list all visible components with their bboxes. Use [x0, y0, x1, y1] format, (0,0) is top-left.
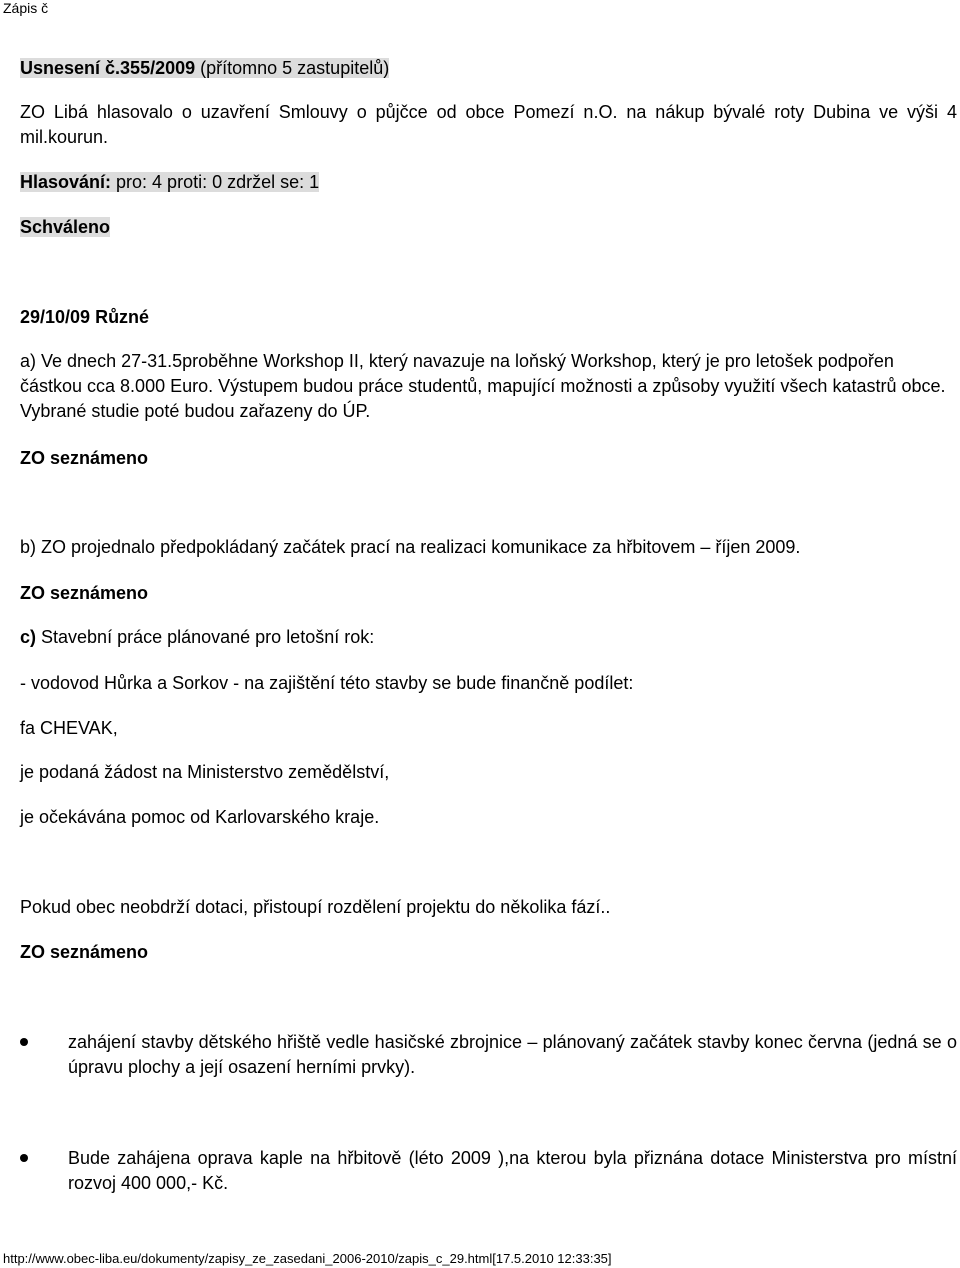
- section-heading: 29/10/09 Různé: [20, 307, 150, 327]
- item-c-line-5: Pokud obec neobdrží dotaci, přistoupí rozdělení projektu do několika fází..: [20, 897, 611, 917]
- item-b-result: ZO seznámeno: [20, 583, 149, 603]
- item-c-line-4: je očekávána pomoc od Karlovarského kraje.: [20, 807, 380, 827]
- item-a-line-3: Vybrané studie poté budou zařazeny do ÚP.: [20, 401, 371, 421]
- resolution-result-text: Schváleno: [20, 217, 111, 237]
- item-a-line-2: [20, 374, 946, 398]
- resolution-vote: [20, 170, 319, 194]
- item-a-line-2-part-1: částkou cca 8.000 Euro.: [20, 376, 214, 396]
- resolution-attendance: (přítomno 5 zastupitelů): [195, 58, 390, 78]
- resolution-text-line-2: mil.kourun.: [20, 127, 109, 147]
- page-footer-url: http://www.obec-liba.eu/dokumenty/zapisy_ze_zasedani_2006-2010/zapis_c_29.html[17.5.2010 12:33:35]: [3, 1251, 612, 1266]
- item-a-line-1-part-2: proběhne Workshop II, který navazuje na loňský Workshop, který je pro letošek podpořen: [182, 351, 894, 371]
- item-c-line-1: - vodovod Hůrka a Sorkov - na zajištění této stavby se bude finančně podílet:: [20, 673, 634, 693]
- item-a-line-2-part-2: Výstupem budou práce studentů, mapující možnosti a způsoby využití všech katastrů obce.: [213, 376, 946, 396]
- vote-label: Hlasování:: [20, 172, 112, 192]
- item-a-line-1-part-1: a) Ve dnech 27-31.5: [20, 351, 183, 371]
- bullet-icon: [20, 1038, 28, 1046]
- item-c-line-3: je podaná žádost na Ministerstvo zemědělství,: [20, 762, 390, 782]
- resolution-number: Usnesení č.355/2009: [20, 58, 196, 78]
- item-c-heading: [20, 625, 374, 649]
- vote-text: pro: 4 proti: 0 zdržel se: 1: [111, 172, 320, 192]
- list-item-text: zahájení stavby dětského hřiště vedle hasičské zbrojnice – plánovaný začátek stavby konec června (jedná se o úpravu plochy a její osazení herními prvky).: [68, 1032, 957, 1077]
- item-a-result: ZO seznámeno: [20, 448, 149, 468]
- resolution-text-line-1: ZO Libá hlasovalo o uzavření Smlouvy o půjčce od obce Pomezí n.O. na nákup bývalé roty Dubina ve výši 4: [20, 102, 957, 122]
- item-c-line-2: fa CHEVAK,: [20, 718, 118, 738]
- item-a-line-1: [20, 349, 894, 373]
- item-c-result: ZO seznámeno: [20, 942, 149, 962]
- item-b-text: b) ZO projednalo předpokládaný začátek prací na realizaci komunikace za hřbitovem – říjen 2009.: [20, 537, 801, 557]
- page-header-title: Zápis č: [3, 0, 49, 16]
- item-c-label: c): [20, 627, 37, 647]
- resolution-result: [20, 215, 110, 239]
- resolution-heading: [20, 56, 389, 80]
- item-c-text: Stavební práce plánované pro letošní rok:: [36, 627, 375, 647]
- bullet-icon: [20, 1154, 28, 1162]
- list-item-text: Bude zahájena oprava kaple na hřbitově (léto 2009 ),na kterou byla přiznána dotace Ministerstva pro místní rozvoj 400 000,- Kč.: [68, 1148, 957, 1193]
